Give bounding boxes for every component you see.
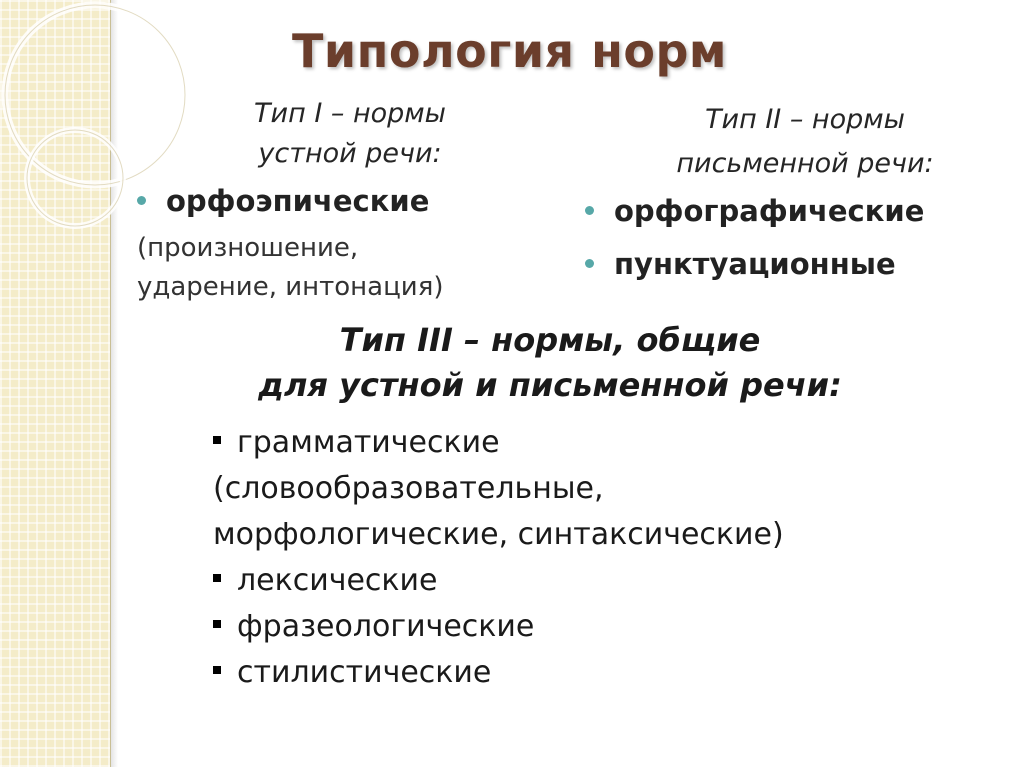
type2-item-label: орфографические xyxy=(614,194,925,228)
type3-list xyxy=(213,420,784,696)
square-bullet-icon xyxy=(213,574,221,582)
type3-list-item-label: фразеологические xyxy=(237,609,535,644)
type1-heading-line2: устной речи: xyxy=(258,138,442,169)
type3-list-item-label: стилистические xyxy=(237,655,492,690)
type2-item xyxy=(585,194,924,228)
type2-item-label: пунктуационные xyxy=(614,247,896,281)
type3-list-item-label: лексические xyxy=(237,563,438,598)
type2-heading-line2: письменной речи: xyxy=(676,148,934,179)
type2-heading-line1: Тип II – нормы xyxy=(705,104,905,135)
type3-list-item-label: морфологические, синтаксические) xyxy=(213,517,784,552)
type3-list-item xyxy=(213,650,784,696)
decorative-rings xyxy=(0,0,200,260)
type1-note-line1: (произношение, xyxy=(137,233,359,263)
type1-item xyxy=(137,184,429,218)
type3-list-item xyxy=(213,604,784,650)
type3-list-continuation xyxy=(213,466,784,512)
slide-title: Типология норм xyxy=(292,24,728,78)
type2-heading xyxy=(620,98,990,186)
type3-list-item xyxy=(213,558,784,604)
type1-note-line2: ударение, интонация) xyxy=(137,272,444,302)
type3-heading-line1: Тип III – нормы, общие xyxy=(339,321,761,359)
type3-list-continuation xyxy=(213,512,784,558)
type3-list-item xyxy=(213,420,784,466)
type2-item xyxy=(585,247,896,281)
bullet-dot-icon xyxy=(585,206,594,215)
type1-note xyxy=(137,229,443,307)
type3-heading xyxy=(190,318,910,408)
square-bullet-icon xyxy=(213,620,221,628)
bullet-dot-icon xyxy=(137,196,146,205)
square-bullet-icon xyxy=(213,436,221,444)
type3-heading-line2: для устной и письменной речи: xyxy=(258,366,842,404)
type1-heading xyxy=(190,94,510,174)
type1-heading-line1: Тип I – нормы xyxy=(254,98,446,129)
type3-list-item-label: (словообразовательные, xyxy=(213,471,604,506)
square-bullet-icon xyxy=(213,666,221,674)
type1-item-label: орфоэпические xyxy=(166,184,430,218)
bullet-dot-icon xyxy=(585,259,594,268)
type3-list-item-label: грамматические xyxy=(237,425,500,460)
